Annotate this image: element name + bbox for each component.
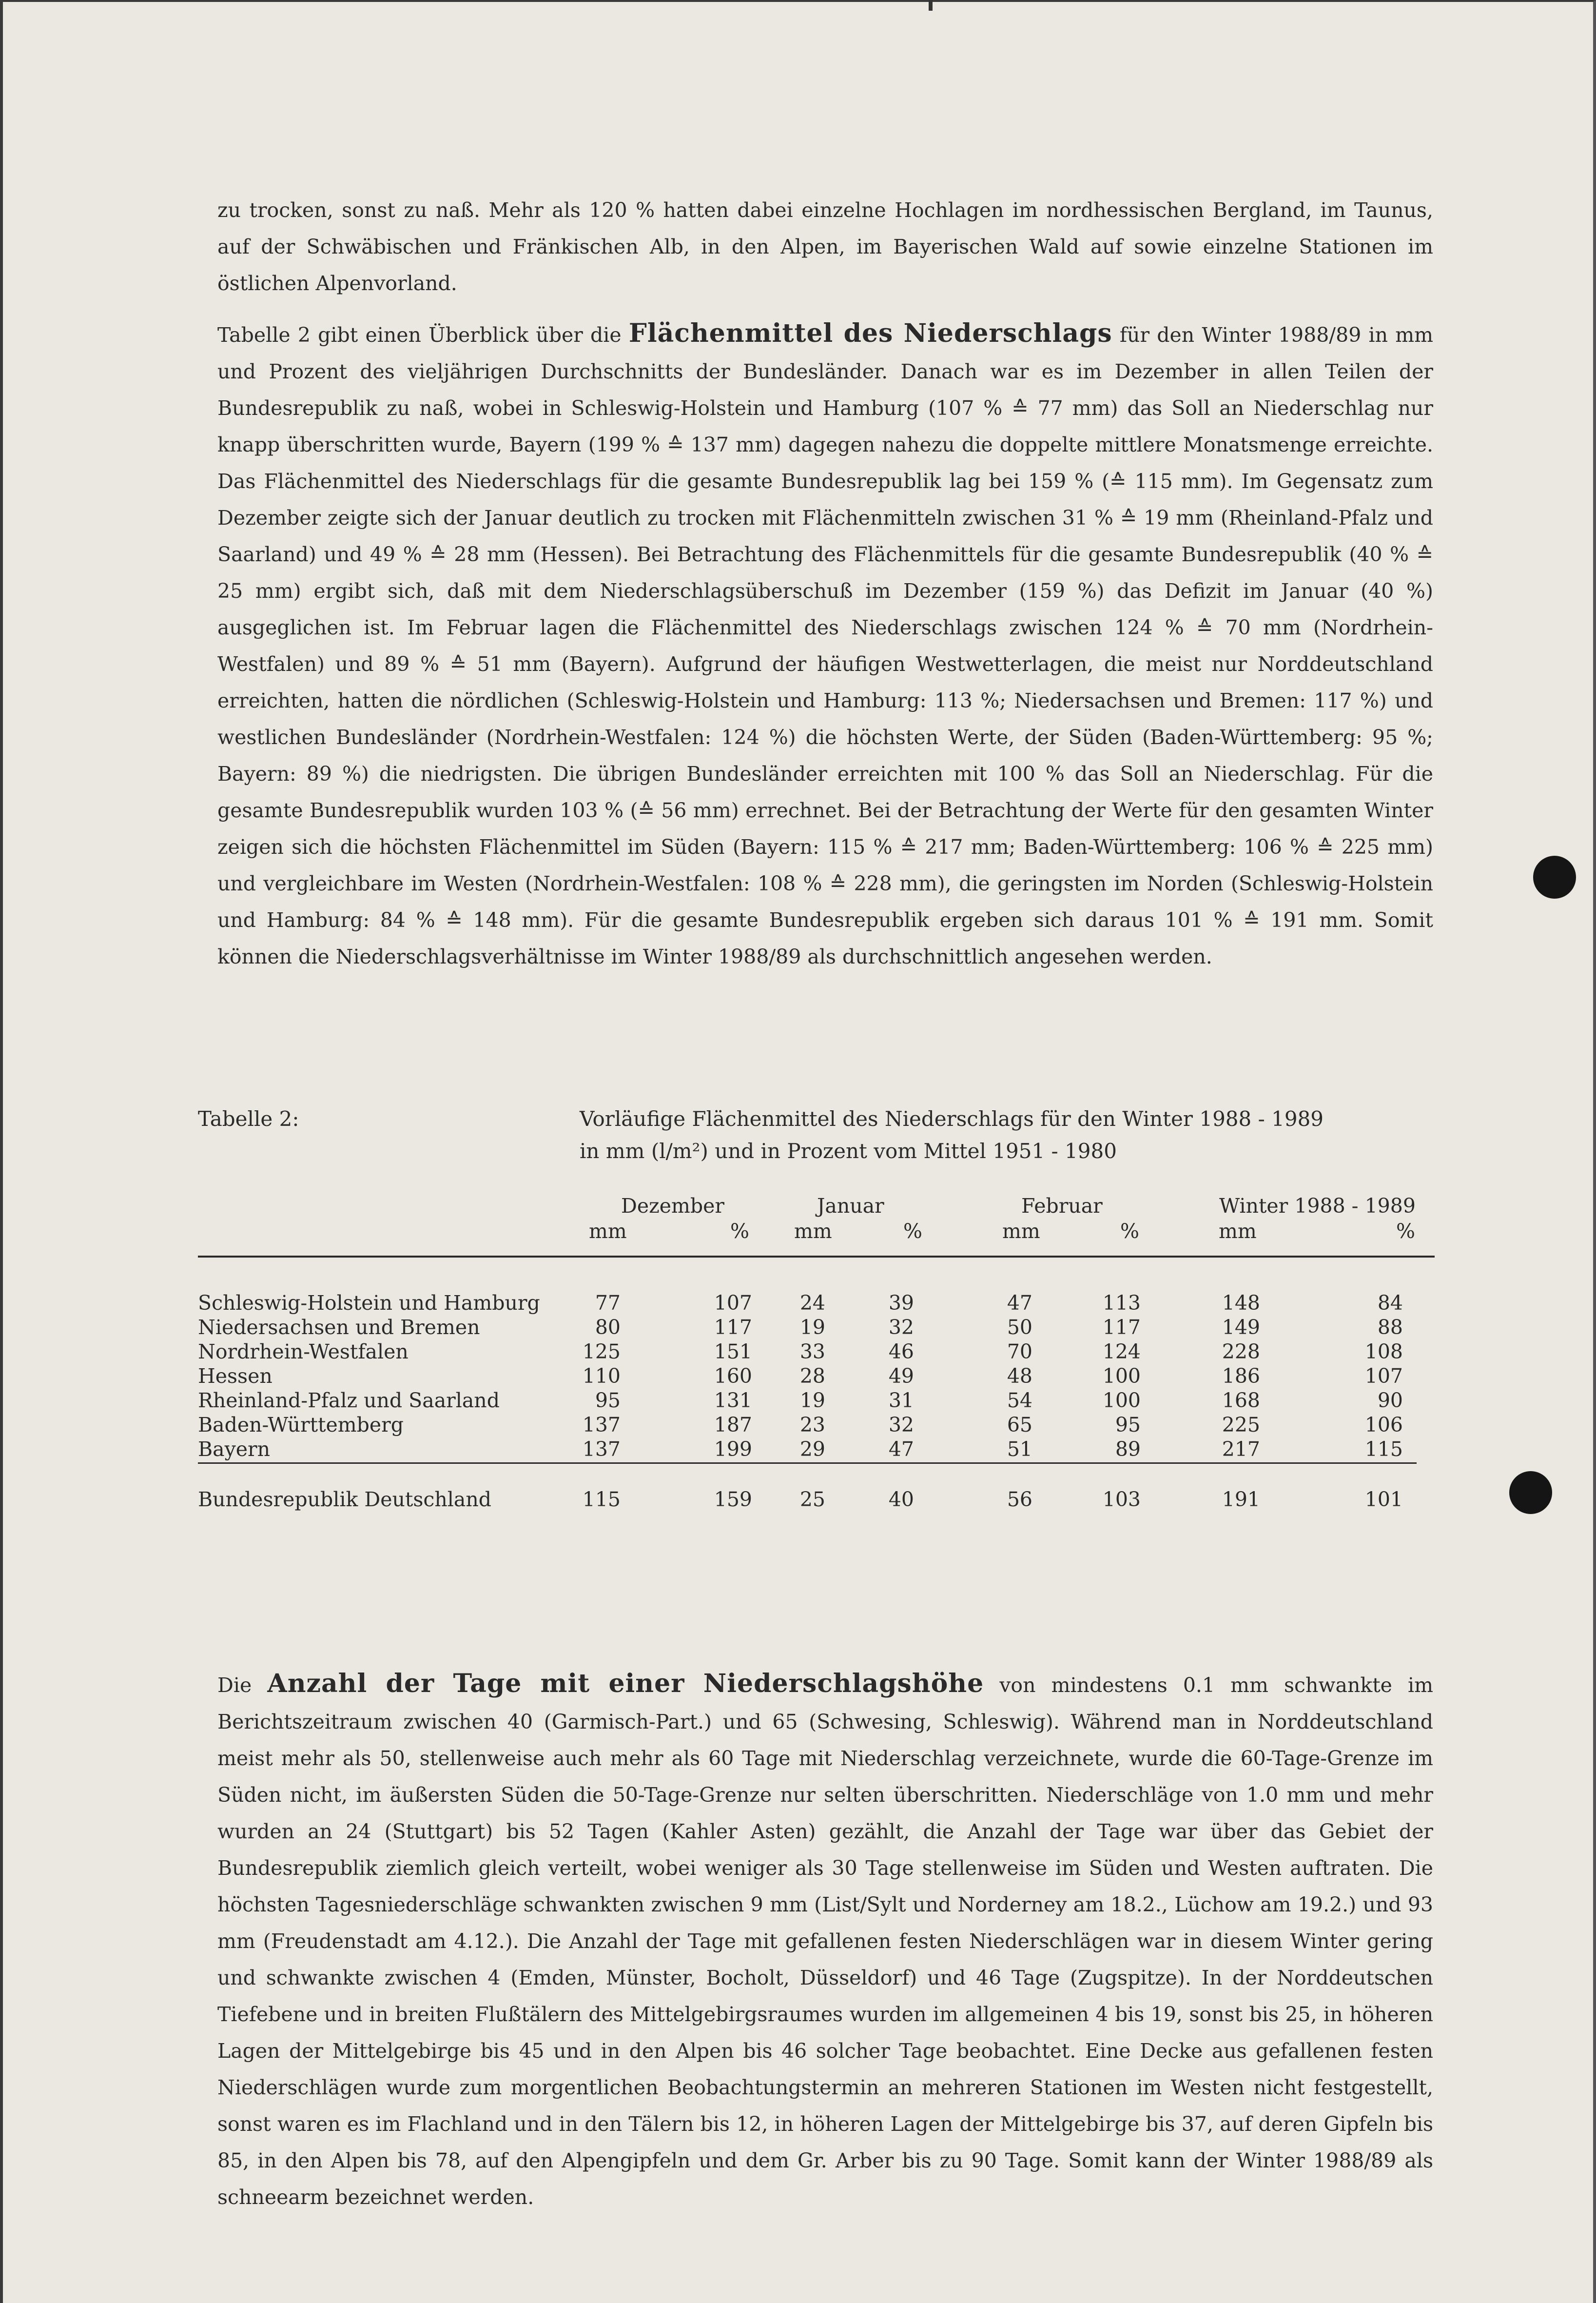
corner-mark (929, 0, 933, 11)
table-cell: 115 (1364, 1437, 1403, 1461)
table-cell: 80 (595, 1316, 621, 1339)
table-cell: 117 (714, 1316, 752, 1339)
table-cell: 65 (1007, 1413, 1032, 1437)
table-cell: 137 (582, 1413, 621, 1437)
table-cell: 51 (1007, 1437, 1032, 1461)
unit-mm: mm (794, 1220, 832, 1243)
table-cell: 24 (799, 1291, 825, 1315)
row-label: Bundesrepublik Deutschland (198, 1488, 491, 1511)
table-cell: 29 (799, 1437, 825, 1461)
table-cell: 151 (714, 1340, 752, 1363)
unit-pct: % (730, 1220, 749, 1243)
table-cell: 117 (1102, 1316, 1141, 1339)
table-cell: 77 (595, 1291, 621, 1315)
paragraph-flaechenmittel (217, 315, 1433, 975)
table-row (0, 1339, 1596, 1364)
unit-mm: mm (1219, 1220, 1257, 1243)
table-cell: 95 (1115, 1413, 1141, 1437)
table-caption (580, 1104, 1408, 1166)
table-cell: 31 (888, 1389, 914, 1412)
table-cell: 95 (595, 1389, 621, 1412)
table-row (0, 1413, 1596, 1437)
table-cell: 88 (1377, 1316, 1403, 1339)
table-row (0, 1437, 1596, 1461)
table-row (0, 1364, 1596, 1388)
table-cell: 56 (1007, 1488, 1032, 1511)
table-label: Tabelle 2: (198, 1107, 299, 1131)
table-cell: 19 (799, 1389, 825, 1412)
table-cell: 25 (799, 1488, 825, 1511)
unit-pct: % (1396, 1220, 1415, 1243)
unit-pct: % (903, 1220, 922, 1243)
table-header-units (0, 1219, 1596, 1243)
table-cell: 149 (1222, 1316, 1260, 1339)
table-cell: 89 (1115, 1437, 1141, 1461)
table-cell: 33 (799, 1340, 825, 1363)
row-label: Bayern (198, 1437, 271, 1461)
table-cell: 106 (1364, 1413, 1403, 1437)
table-cell: 131 (714, 1389, 752, 1412)
table-cell: 191 (1222, 1488, 1260, 1511)
table-cell: 23 (799, 1413, 825, 1437)
emphasized-heading: Flächenmittel des Niederschlags (628, 318, 1112, 348)
table-row (0, 1315, 1596, 1339)
table-cell: 70 (1007, 1340, 1032, 1363)
table-cell: 110 (582, 1364, 621, 1388)
unit-mm: mm (1002, 1220, 1040, 1243)
table-cell: 103 (1102, 1488, 1141, 1511)
table-cell: 225 (1222, 1413, 1260, 1437)
col-group-dezember: Dezember (621, 1194, 724, 1218)
table-cell: 100 (1102, 1364, 1141, 1388)
table-cell: 125 (582, 1340, 621, 1363)
unit-pct: % (1120, 1220, 1139, 1243)
table-cell: 101 (1364, 1488, 1403, 1511)
row-label: Baden-Württemberg (198, 1413, 404, 1437)
paragraph-niederschlagstage (217, 1665, 1433, 2216)
table-cell: 115 (582, 1488, 621, 1511)
paragraph-text: für den Winter 1988/89 in mm und Prozent des vieljährigen Durchschnitts der Bundesländer. Danach war es im Dezember in allen Teilen der Bundesrepublik zu naß, wobei in Schleswig-Holstein und Hamburg (107 % ≙ 77 mm) das Soll an Niederschlag nur knapp überschritten wurde, Bayern (199 % ≙ 137 mm) dagegen nahezu die doppelte mittlere Monatsmenge erreichte. Das Flächenmittel des Niederschlags für die gesamte Bundesrepublik lag bei 159 % (≙ 115 mm). Im Gegensatz zum Dezember zeigte sich der Januar deutlich zu trocken mit Flächenmitteln zwischen 31 % ≙ 19 mm (Rheinland-Pfalz und Saarland) und 49 % ≙ 28 mm (Hessen). Bei Betrachtung des Flächenmittels für die gesamte Bundesrepublik (40 % ≙ 25 mm) ergibt sich, daß mit dem Niederschlagsüberschuß im Dezember (159 %) das Defizit im Januar (40 %) ausgeglichen ist. Im Februar lagen die Flächenmittel des Niederschlags zwischen 124 % ≙ 70 mm (Nordrhein-Westfalen) und 89 % ≙ 51 mm (Bayern). Aufgrund der häufigen Westwetterlagen, die meist nur Norddeutschland erreichten, hatten die nördlichen (Schleswig-Holstein und Hamburg: 113 %; Niedersachsen und Bremen: 117 %) und westlichen Bundesländer (Nordrhein-Westfalen: 124 %) die höchsten Werte, der Süden (Baden-Württemberg: 95 %; Bayern: 89 %) die niedrigsten. Die übrigen Bundesländer erreichten mit 100 % das Soll an Niederschlag. Für die gesamte Bundesrepublik wurden 103 % (≙ 56 mm) errechnet. Bei der Betrachtung der Werte für den gesamten Winter zeigen sich die höchsten Flächenmittel im Süden (Bayern: 115 % ≙ 217 mm; Baden-Württemberg: 106 % ≙ 225 mm) und vergleichbare im Westen (Nordrhein-Westfalen: 108 % ≙ 228 mm), die geringsten im Norden (Schleswig-Holstein und Hamburg: 84 % ≙ 148 mm). Für die gesamte Bundesrepublik ergeben sich daraus 101 % ≙ 191 mm. Somit können die Niederschlagsverhältnisse im Winter 1988/89 als durchschnittlich angesehen werden. (217, 323, 1434, 968)
table-cell: 137 (582, 1437, 621, 1461)
row-label: Niedersachsen und Bremen (198, 1316, 480, 1339)
row-label: Schleswig-Holstein und Hamburg (198, 1291, 540, 1315)
table-caption-line: in mm (l/m²) und in Prozent vom Mittel 1951 - 1980 (580, 1139, 1117, 1163)
col-group-januar: Januar (817, 1194, 884, 1218)
row-label: Hessen (198, 1364, 272, 1388)
table-cell: 124 (1102, 1340, 1141, 1363)
paragraph-text: Tabelle 2 gibt einen Überblick über die (217, 323, 629, 347)
table-row (0, 1291, 1596, 1315)
table-cell: 187 (714, 1413, 752, 1437)
row-label: Nordrhein-Westfalen (198, 1340, 409, 1363)
table-rule-bottom (198, 1462, 1417, 1464)
table-caption-line: Vorläufige Flächenmittel des Niederschlags für den Winter 1988 - 1989 (580, 1107, 1324, 1131)
table-cell: 90 (1377, 1389, 1403, 1412)
unit-mm: mm (589, 1220, 627, 1243)
paragraph-continuation: zu trocken, sonst zu naß. Mehr als 120 % hatten dabei einzelne Hochlagen im nordhessischen Bergland, im Taunus, auf der Schwäbischen und Fränkischen Alb, in den Alpen, im Bayerischen Wald auf sowie einzelne Stationen im östlichen Alpenvorland. (217, 198, 1433, 295)
table-cell: 84 (1377, 1291, 1403, 1315)
table-cell: 47 (888, 1437, 914, 1461)
table-cell: 28 (799, 1364, 825, 1388)
table-cell: 228 (1222, 1340, 1260, 1363)
table-cell: 168 (1222, 1389, 1260, 1412)
table-header-groups (0, 1194, 1596, 1218)
table-cell: 19 (799, 1316, 825, 1339)
table-cell: 39 (888, 1291, 914, 1315)
table-cell: 100 (1102, 1389, 1141, 1412)
row-label: Rheinland-Pfalz und Saarland (198, 1389, 500, 1412)
emphasized-heading: Anzahl der Tage mit einer Niederschlagshöhe (267, 1669, 984, 1698)
table-cell: 40 (888, 1488, 914, 1511)
table-rule-top (198, 1256, 1435, 1258)
paragraph-text: von mindestens 0.1 mm schwankte im Berichtszeitraum zwischen 40 (Garmisch-Part.) und 65 (Schwesing, Schleswig). Während man in Norddeutschland meist mehr als 50, stellenweise auch mehr als 60 Tage mit Niederschlag verzeichnete, wurde die 60-Tage-Grenze im Süden nicht, im äußersten Süden die 50-Tage-Grenze nur selten überschritten. Niederschläge von 1.0 mm und mehr wurden an 24 (Stuttgart) bis 52 Tagen (Kahler Asten) gezählt, die Anzahl der Tage war über das Gebiet der Bundesrepublik ziemlich gleich verteilt, wobei weniger als 30 Tage stellenweise im Süden und Westen auftraten. Die höchsten Tagesniederschläge schwankten zwischen 9 mm (List/Sylt und Norderney am 18.2., Lüchow am 19.2.) und 93 mm (Freudenstadt am 4.12.). Die Anzahl der Tage mit gefallenen festen Niederschlägen war in diesem Winter gering und schwankte zwischen 4 (Emden, Münster, Bocholt, Düsseldorf) und 46 Tage (Zugspitze). In der Norddeutschen Tiefebene und in breiten Flußtälern des Mittelgebirgsraumes wurden im allgemeinen 4 bis 19, sonst bis 25, in höheren Lagen der Mittelgebirge bis 45 und in den Alpen bis 46 solcher Tage beobachtet. Eine Decke aus gefallenen festen Niederschlägen wurde zum morgentlichen Beobachtungstermin an mehreren Stationen im Westen nicht festgestellt, sonst waren es im Flachland und in den Tälern bis 12, in höheren Lagen der Mittelgebirge bis 37, auf deren Gipfeln bis 85, in den Alpen bis 78, auf den Alpengipfeln und dem Gr. Arber bis zu 90 Tage. Somit kann der Winter 1988/89 als schneearm bezeichnet werden. (217, 1673, 1434, 2209)
table-cell: 48 (1007, 1364, 1032, 1388)
table-cell: 107 (1364, 1364, 1403, 1388)
table-cell: 113 (1102, 1291, 1141, 1315)
paragraph-text: Die (217, 1673, 268, 1697)
table-total-row (0, 1487, 1596, 1512)
table-cell: 108 (1364, 1340, 1403, 1363)
table-cell: 186 (1222, 1364, 1260, 1388)
table-cell: 54 (1007, 1389, 1032, 1412)
table-cell: 217 (1222, 1437, 1260, 1461)
punch-hole (1533, 856, 1576, 899)
table-cell: 32 (888, 1413, 914, 1437)
table-cell: 47 (1007, 1291, 1032, 1315)
table-cell: 199 (714, 1437, 752, 1461)
table-cell: 49 (888, 1364, 914, 1388)
table-cell: 32 (888, 1316, 914, 1339)
table-cell: 159 (714, 1488, 752, 1511)
table-cell: 46 (888, 1340, 914, 1363)
col-group-februar: Februar (1021, 1194, 1103, 1218)
table-cell: 148 (1222, 1291, 1260, 1315)
table-cell: 160 (714, 1364, 752, 1388)
table-row (0, 1388, 1596, 1413)
table-cell: 107 (714, 1291, 752, 1315)
table-cell: 50 (1007, 1316, 1032, 1339)
col-group-winter: Winter 1988 - 1989 (1219, 1194, 1416, 1218)
